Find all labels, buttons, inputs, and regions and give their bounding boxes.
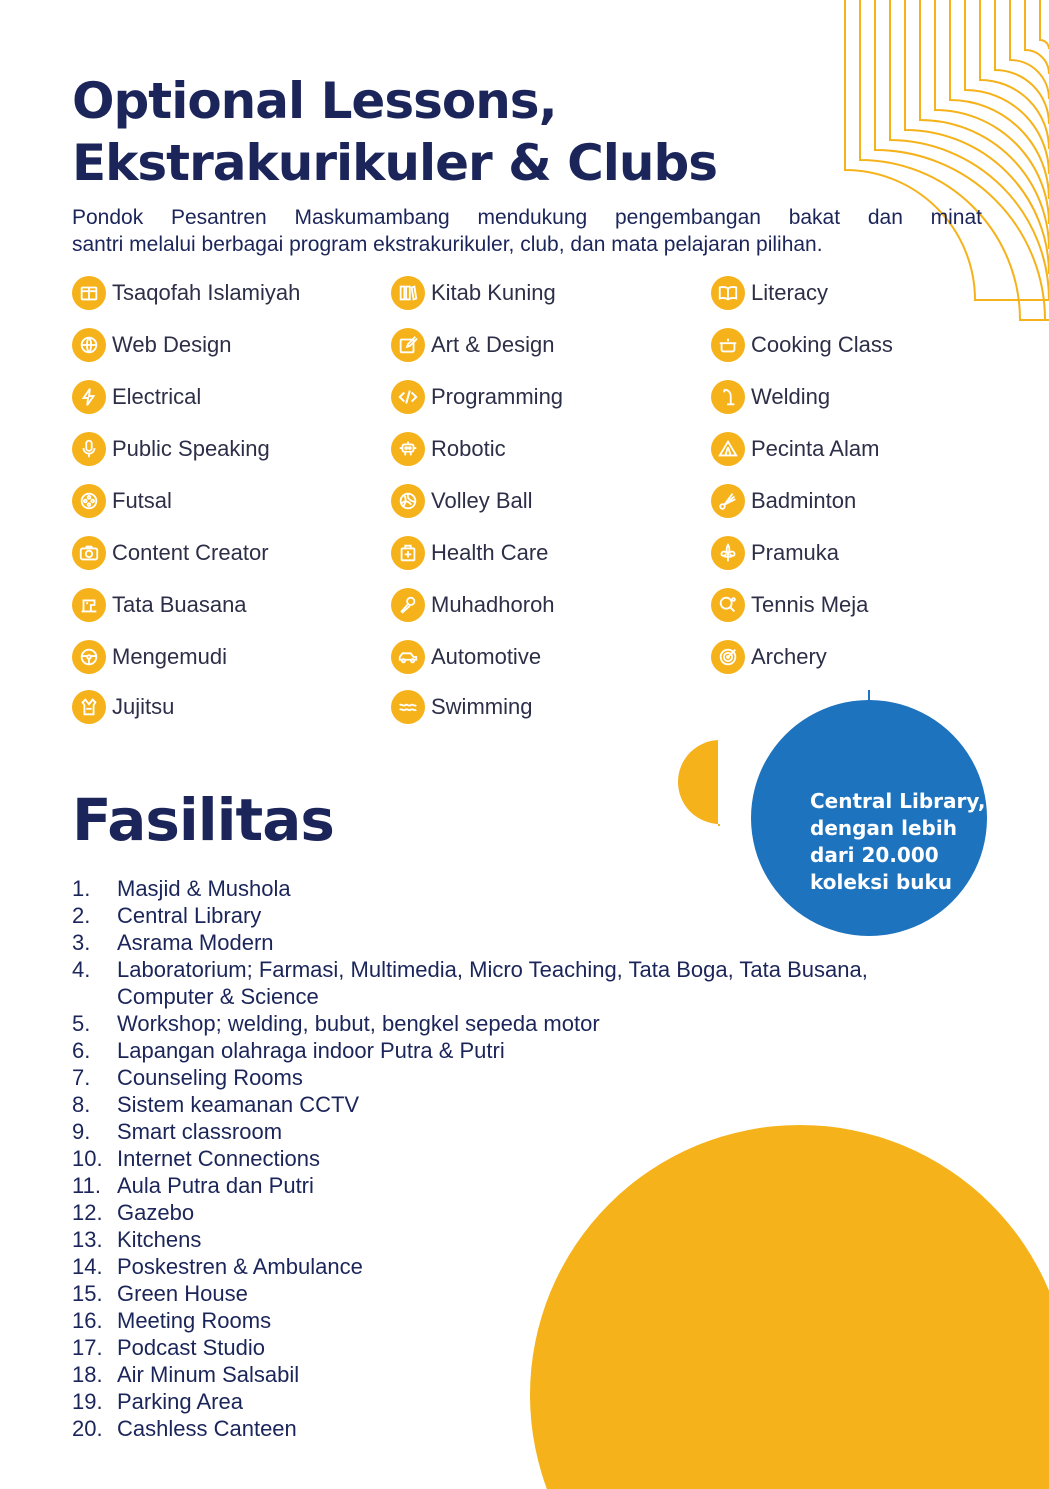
waves-icon <box>391 690 425 724</box>
activity-label: Web Design <box>112 332 232 357</box>
list-item: 12. Gazebo <box>72 1200 195 1225</box>
activity-web-design <box>72 328 231 362</box>
activity-literacy <box>711 276 828 310</box>
activity-label: Art & Design <box>431 332 555 357</box>
welding-torch-icon <box>711 380 745 414</box>
camera-icon <box>72 536 106 570</box>
activity-label: Tennis Meja <box>751 592 869 617</box>
library-callout <box>810 788 990 896</box>
activity-welding <box>711 380 830 414</box>
activity-label: Tata Buasana <box>112 592 247 617</box>
activity-archery <box>711 640 827 674</box>
activity-swimming <box>391 690 532 724</box>
activity-label: Programming <box>431 384 564 409</box>
arc-lines-decoration <box>845 0 1049 320</box>
activity-label: Robotic <box>431 436 506 461</box>
activity-label: Health Care <box>431 540 549 565</box>
target-icon <box>711 640 745 674</box>
intro-line-2: santri melalui berbagai program ekstrakurikuler, club, dan mata pelajaran pilihan. <box>72 233 823 256</box>
activity-label: Electrical <box>112 384 202 409</box>
activity-public-speaking <box>72 432 270 466</box>
list-item: 2. Central Library <box>72 903 262 928</box>
activity-health-care <box>391 536 548 570</box>
activity-cooking-class <box>711 328 893 362</box>
list-item: 15. Green House <box>72 1281 248 1306</box>
activity-futsal <box>72 484 172 518</box>
list-item: 19. Parking Area <box>72 1389 243 1414</box>
list-item: 4. Laboratorium; Farmasi, Multimedia, Micro Teaching, Tata Boga, Tata Busana, Computer & Science <box>72 957 868 1009</box>
drawing-tablet-icon <box>391 328 425 362</box>
activity-label: Welding <box>751 384 831 409</box>
activity-art-design <box>391 328 555 362</box>
first-aid-kit-icon <box>391 536 425 570</box>
film-reel-icon <box>72 484 106 518</box>
activity-label: Jujitsu <box>112 694 175 719</box>
robot-icon <box>391 432 425 466</box>
tent-icon <box>711 432 745 466</box>
activity-label: Swimming <box>431 694 533 719</box>
list-item: 16. Meeting Rooms <box>72 1308 272 1333</box>
activity-muhadhoroh <box>391 588 555 622</box>
microphone-icon <box>391 588 425 622</box>
activity-robotic <box>391 432 506 466</box>
list-item: 13. Kitchens <box>72 1227 202 1252</box>
books-icon <box>391 276 425 310</box>
title-line-2: Ekstrakurikuler & Clubs <box>72 134 718 192</box>
activity-label: Futsal <box>112 488 172 513</box>
list-item: 11. Aula Putra dan Putri <box>72 1173 314 1198</box>
activity-label: Automotive <box>431 644 542 669</box>
list-item: 18. Air Minum Salsabil <box>72 1362 300 1387</box>
microphone-icon <box>72 432 106 466</box>
car-icon <box>391 640 425 674</box>
list-item: 20. Cashless Canteen <box>72 1416 297 1441</box>
activity-jujitsu <box>72 690 174 724</box>
activity-label: Content Creator <box>112 540 269 565</box>
shuttlecock-icon <box>711 484 745 518</box>
activity-tennis-meja <box>711 588 868 622</box>
page-title <box>72 70 717 194</box>
yellow-quote-bubble <box>678 740 720 826</box>
volleyball-icon <box>391 484 425 518</box>
title-line-1: Optional Lessons, <box>72 72 557 130</box>
list-item: 10. Internet Connections <box>72 1146 321 1171</box>
activity-pramuka <box>711 536 839 570</box>
activity-label: Kitab Kuning <box>431 280 556 305</box>
activity-label: Literacy <box>751 280 829 305</box>
facilities-title: Fasilitas <box>72 786 334 854</box>
activity-label: Archery <box>751 644 827 669</box>
library-callout-line-4: koleksi buku <box>810 870 953 894</box>
martial-arts-uniform-icon <box>72 690 106 724</box>
activity-electrical <box>72 380 201 414</box>
cooking-pot-icon <box>711 328 745 362</box>
globe-icon <box>72 328 106 362</box>
activity-label: Tsaqofah Islamiyah <box>112 280 301 305</box>
intro-paragraph <box>72 204 982 258</box>
scout-lily-icon <box>711 536 745 570</box>
list-item: 7. Counseling Rooms <box>72 1065 303 1090</box>
activity-pecinta-alam <box>711 432 879 466</box>
activity-label: Cooking Class <box>751 332 893 357</box>
activity-label: Muhadhoroh <box>431 592 555 617</box>
library-callout-line-1: Central Library, <box>810 789 986 813</box>
lightning-icon <box>72 380 106 414</box>
activity-content-creator <box>72 536 269 570</box>
list-item: 14. Poskestren & Ambulance <box>72 1254 363 1279</box>
activity-tata-buasana <box>72 588 247 622</box>
library-callout-line-2: dengan lebih <box>810 816 957 840</box>
book-box-icon <box>72 276 106 310</box>
library-callout-line-3: dari 20.000 <box>810 843 939 867</box>
list-item: 9. Smart classroom <box>72 1119 283 1144</box>
activity-tsaqofah-islamiyah <box>72 276 300 310</box>
activity-label: Pecinta Alam <box>751 436 880 461</box>
list-item: 8. Sistem keamanan CCTV <box>72 1092 360 1117</box>
activity-automotive <box>391 640 541 674</box>
steering-wheel-icon <box>72 640 106 674</box>
activity-label: Public Speaking <box>112 436 270 461</box>
activity-label: Mengemudi <box>112 644 227 669</box>
ping-pong-paddle-icon <box>711 588 745 622</box>
activity-programming <box>391 380 563 414</box>
activity-label: Badminton <box>751 488 857 513</box>
list-item: 1. Masjid & Mushola <box>72 876 291 901</box>
activity-kitab-kuning <box>391 276 556 310</box>
code-icon <box>391 380 425 414</box>
activity-label: Pramuka <box>751 540 840 565</box>
facilities-list <box>72 875 952 1442</box>
list-item: 17. Podcast Studio <box>72 1335 265 1360</box>
list-item: 3. Asrama Modern <box>72 930 274 955</box>
activity-badminton <box>711 484 856 518</box>
activity-label: Volley Ball <box>431 488 533 513</box>
list-item: 6. Lapangan olahraga indoor Putra & Putri <box>72 1038 505 1063</box>
activity-mengemudi <box>72 640 227 674</box>
activity-volley-ball <box>391 484 533 518</box>
sewing-machine-icon <box>72 588 106 622</box>
open-book-icon <box>711 276 745 310</box>
intro-line-1: Pondok Pesantren Maskumambang mendukung pengembangan bakat dan minat <box>72 206 982 229</box>
list-item: 5. Workshop; welding, bubut, bengkel sepeda motor <box>72 1011 600 1036</box>
